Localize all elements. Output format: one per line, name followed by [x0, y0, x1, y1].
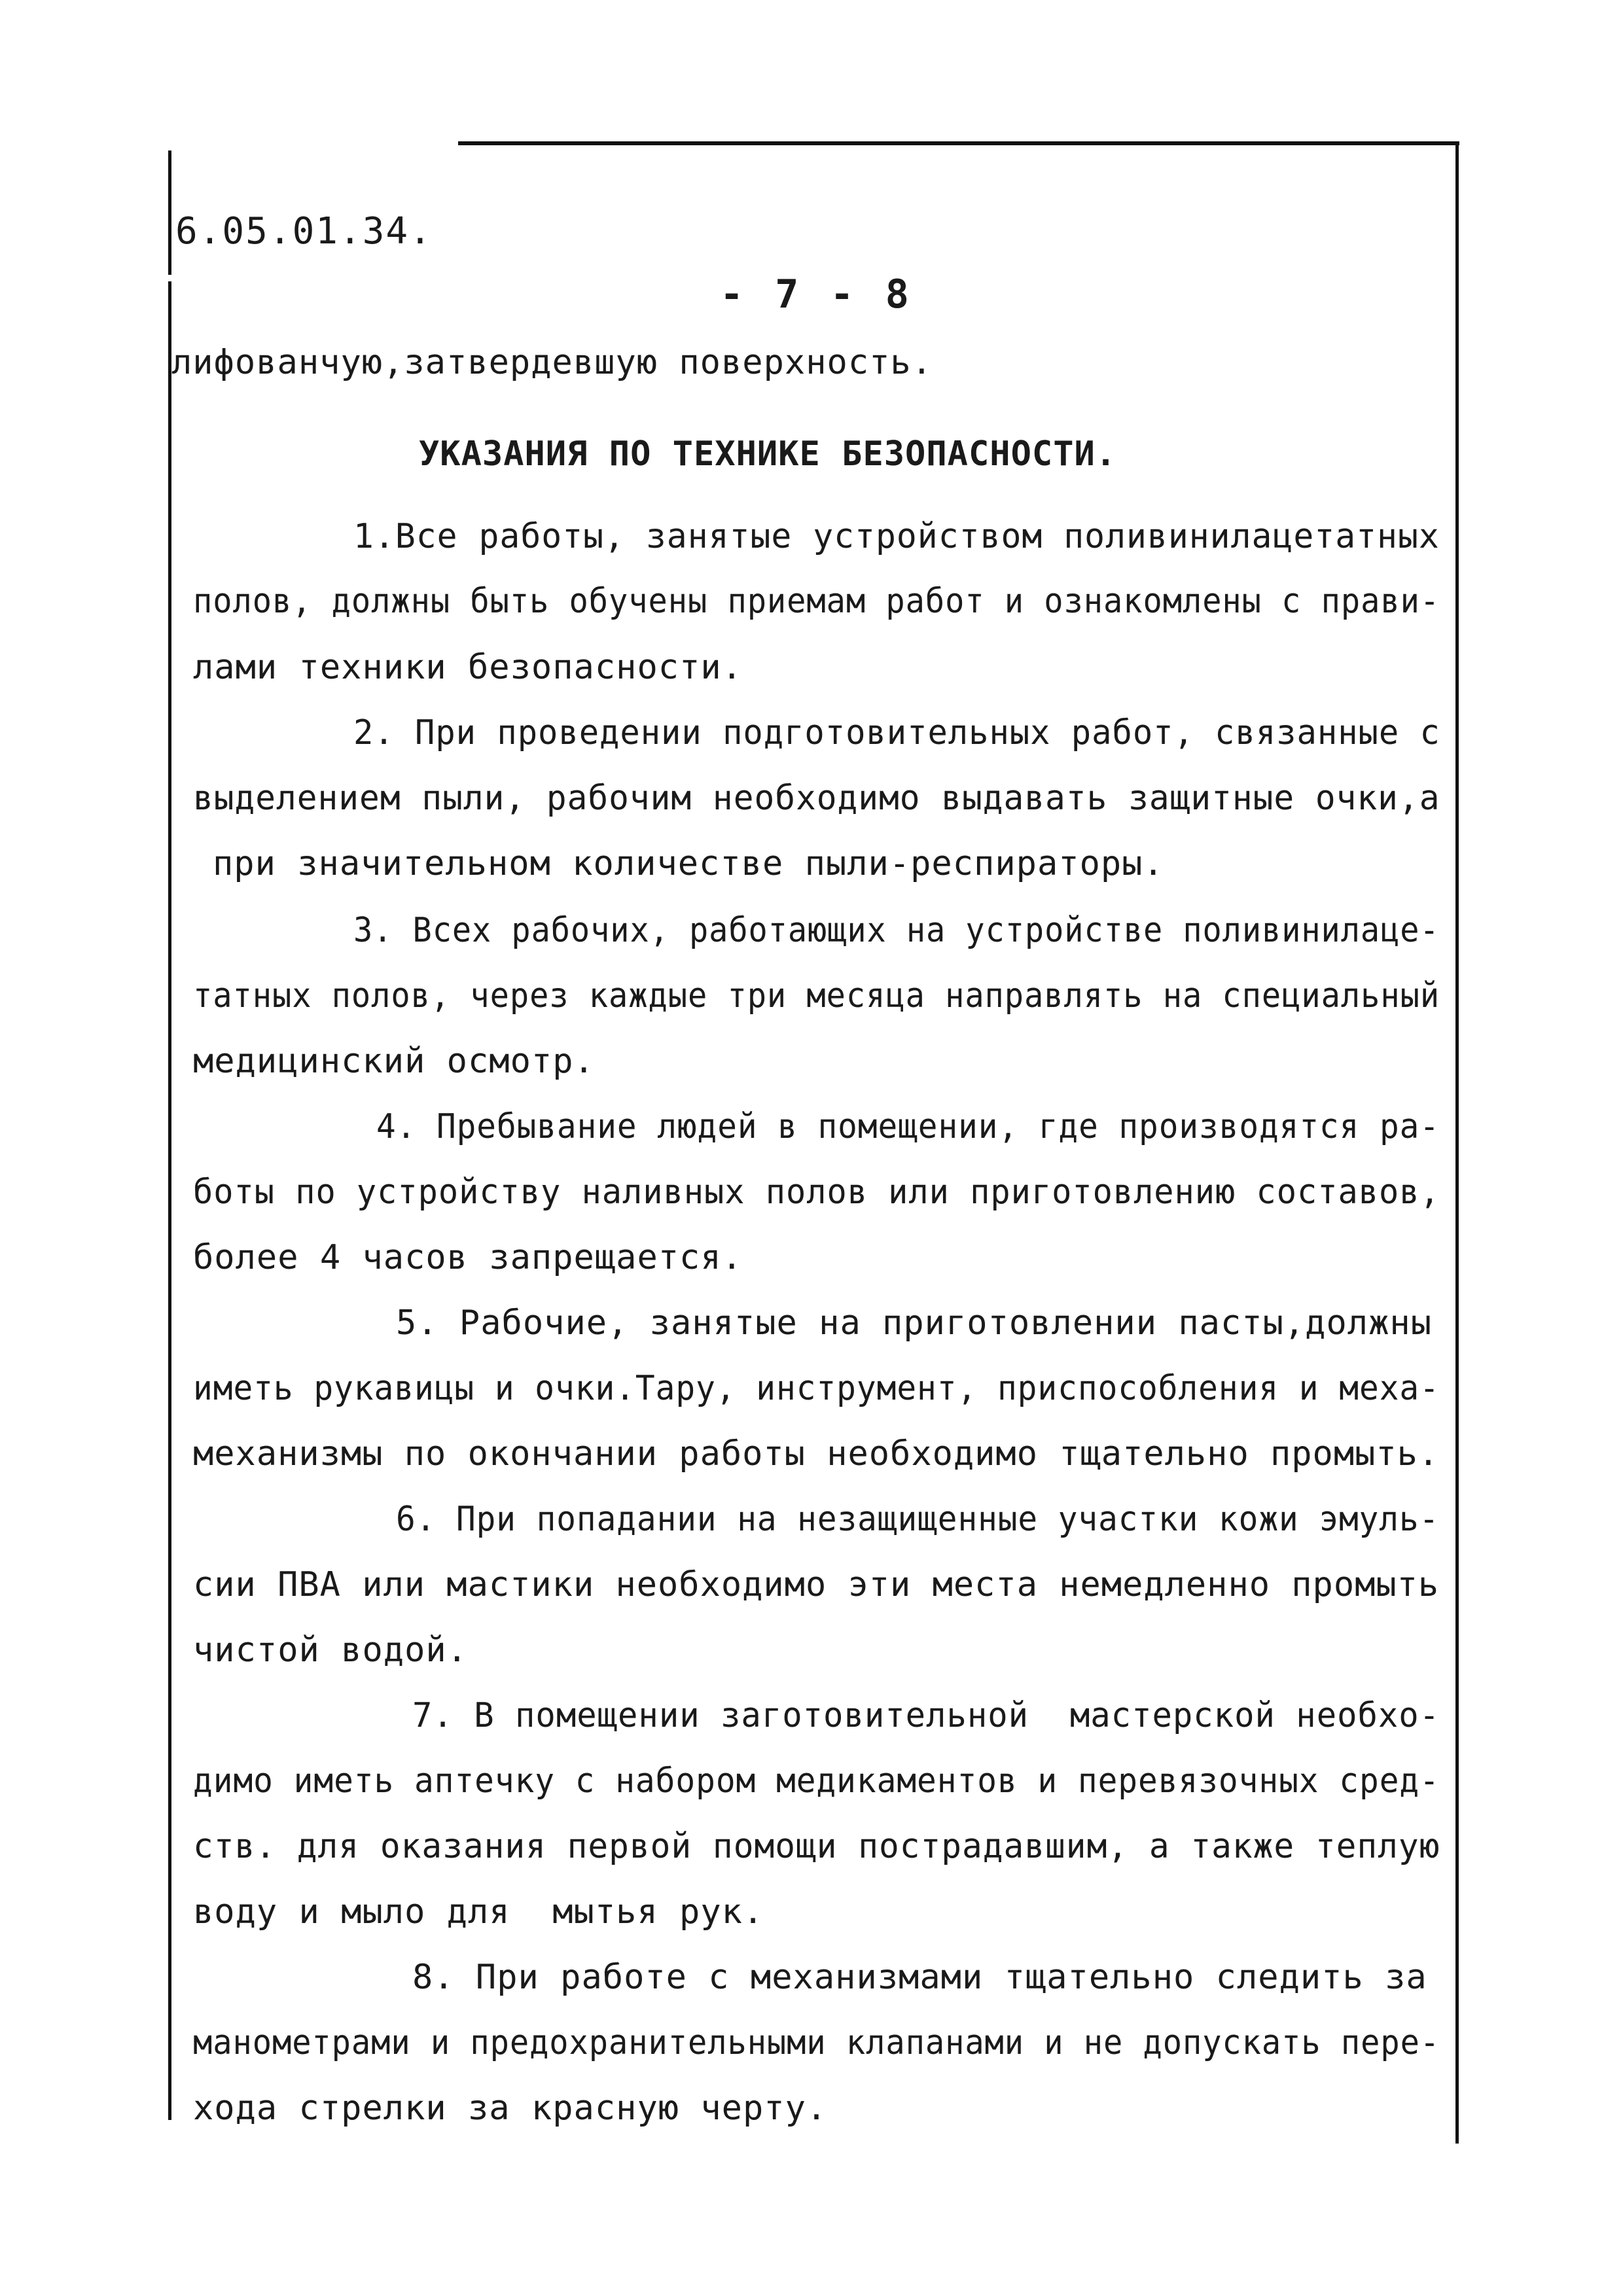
top-border-line — [458, 141, 1459, 145]
text-line: 1.Все работы, занятые устройством поливинилацетатных — [353, 517, 1440, 556]
text-line: воду и мыло для мытья рук. — [193, 1892, 764, 1932]
text-line: медицинский осмотр. — [193, 1042, 595, 1081]
left-border-line — [168, 150, 171, 2120]
text-line: 7. В помещении заготовительной мастерской необхо- — [412, 1696, 1440, 1735]
text-line: димо иметь аптечку с набором медикаментов и перевязочных сред- — [193, 1761, 1440, 1801]
text-line: ств. для оказания первой помощи пострадавшим, а также теплую — [193, 1827, 1440, 1866]
text-line: выделением пыли, рабочим необходимо выдавать защитные очки,а — [193, 779, 1440, 818]
text-line: 8. При работе с механизмами тщательно следить за — [412, 1958, 1427, 1997]
right-border-line — [1455, 141, 1459, 2144]
text-line: боты по устройству наливных полов или приготовлению составов, — [193, 1173, 1440, 1212]
text-line: чистой водой. — [193, 1631, 468, 1670]
continuation-line: лифованчую,затвердевшую поверхность. — [171, 343, 933, 382]
text-line: татных полов, через каждые три месяца направлять на специальный — [193, 976, 1440, 1016]
document-code: 6.05.01.34. — [175, 210, 433, 253]
text-line: иметь рукавицы и очки.Тару, инструмент, приспособления и меха- — [193, 1369, 1440, 1408]
text-line: 6. При попадании на незащищенные участки кожи эмуль- — [396, 1500, 1440, 1539]
text-line: манометрами и предохранительными клапанами и не допускать пере- — [193, 2023, 1440, 2062]
section-title: УКАЗАНИЯ ПО ТЕХНИКЕ БЕЗОПАСНОСТИ. — [419, 434, 1117, 474]
text-line: хода стрелки за красную черту. — [193, 2089, 828, 2128]
text-line: более 4 часов запрещается. — [193, 1238, 743, 1277]
text-line: 2. При проведении подготовительных работ, связанные с — [353, 713, 1440, 752]
text-line: лами техники безопасности. — [193, 648, 743, 687]
page-number: - 7 - 8 — [720, 272, 913, 317]
text-line: 4. Пребывание людей в помещении, где производятся ра- — [376, 1107, 1440, 1146]
text-line: 5. Рабочие, занятые на приготовлении пасты,должны — [396, 1303, 1433, 1343]
text-line: 3. Всех рабочих, работающих на устройстве поливинилаце- — [353, 911, 1440, 950]
text-line: при значительном количестве пыли-респираторы. — [213, 844, 1164, 883]
text-line: сии ПВА или мастики необходимо эти места немедленно промыть — [193, 1565, 1440, 1604]
text-line: механизмы по окончании работы необходимо тщательно промыть. — [193, 1434, 1440, 1474]
text-line: полов, должны быть обучены приемам работ и ознакомлены с прави- — [193, 582, 1440, 621]
